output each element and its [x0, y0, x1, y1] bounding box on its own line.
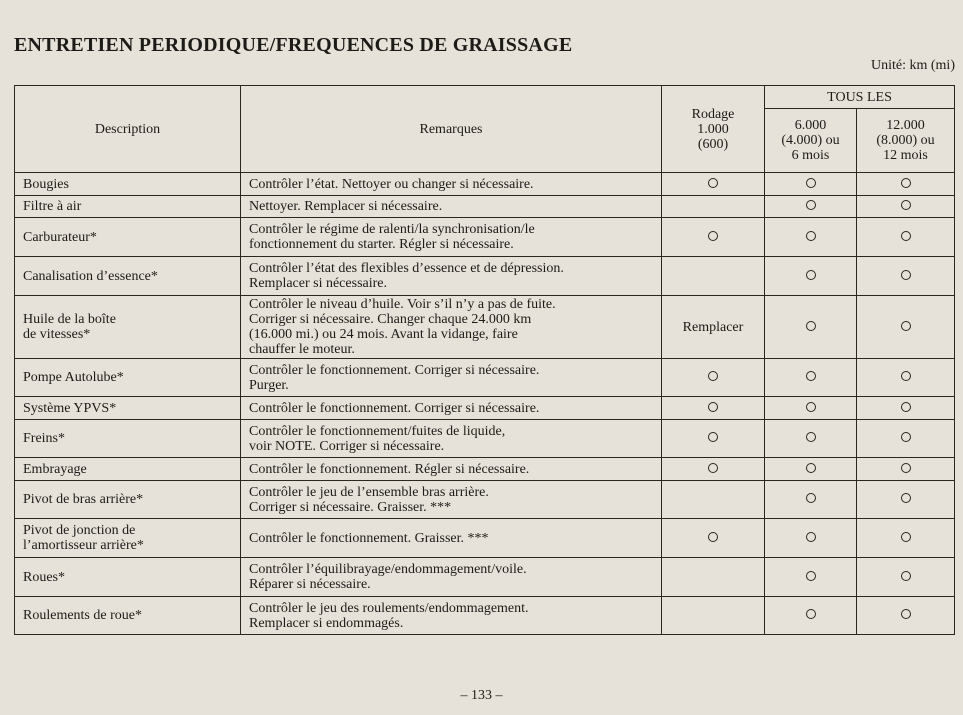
interval-6000-cell	[765, 420, 857, 458]
remark-line: Purger.	[249, 377, 289, 393]
remark-line: Remplacer si endommagés.	[249, 615, 404, 631]
remark-line: voir NOTE. Corriger si nécessaire.	[249, 438, 445, 454]
description-line: Pivot de bras arrière*	[23, 492, 144, 507]
interval-km: 12.000	[886, 118, 925, 133]
interval-6000-cell	[765, 481, 857, 519]
circle-mark-icon	[901, 463, 911, 473]
circle-mark-icon	[901, 178, 911, 188]
rodage-km: 1.000	[697, 121, 729, 137]
description-line: Pompe Autolube*	[23, 370, 124, 385]
interval-months: 12 mois	[883, 148, 928, 163]
row-remarks	[241, 519, 662, 558]
table-row	[15, 597, 955, 635]
interval-mi: (4.000) ou	[781, 133, 840, 148]
row-remarks	[241, 481, 662, 519]
column-header-12000	[857, 109, 955, 173]
table-body	[15, 173, 955, 635]
circle-mark-icon	[806, 571, 816, 581]
table-row	[15, 173, 955, 196]
circle-mark-icon	[708, 463, 718, 473]
row-description	[15, 558, 241, 597]
row-description	[15, 296, 241, 359]
row-description	[15, 397, 241, 420]
circle-mark-icon	[806, 432, 816, 442]
row-remarks	[241, 196, 662, 218]
table-row	[15, 257, 955, 296]
remark-line: Contrôler le fonctionnement. Corriger si nécessaire.	[249, 362, 540, 378]
circle-mark-icon	[806, 532, 816, 542]
circle-mark-icon	[806, 402, 816, 412]
row-remarks	[241, 597, 662, 635]
interval-12000-cell	[857, 196, 955, 218]
column-header-description: Description	[15, 86, 241, 173]
row-description	[15, 458, 241, 481]
table-row	[15, 481, 955, 519]
table-row	[15, 359, 955, 397]
circle-mark-icon	[901, 432, 911, 442]
interval-km: 6.000	[794, 118, 827, 133]
circle-mark-icon	[708, 231, 718, 241]
column-header-tous-les: TOUS LES	[765, 86, 955, 109]
interval-6000-cell	[765, 458, 857, 481]
table-row	[15, 397, 955, 420]
page-number: – 133 –	[460, 688, 503, 703]
row-description	[15, 420, 241, 458]
rodage-cell	[662, 458, 765, 481]
description-line: Pivot de jonction de	[23, 523, 136, 538]
description-line: Canalisation d’essence*	[23, 268, 158, 284]
description-line: Roulements de roue*	[23, 608, 142, 623]
rodage-cell	[662, 397, 765, 420]
row-remarks	[241, 458, 662, 481]
page-title: ENTRETIEN PERIODIQUE/FREQUENCES DE GRAISSAGE	[14, 34, 573, 56]
remark-line: (16.000 mi.) ou 24 mois. Avant la vidange, faire	[249, 327, 518, 342]
interval-6000-cell	[765, 218, 857, 257]
circle-mark-icon	[901, 231, 911, 241]
circle-mark-icon	[901, 200, 911, 210]
remark-line: Réparer si nécessaire.	[249, 577, 371, 592]
column-header-rodage	[662, 86, 765, 173]
rodage-cell	[662, 359, 765, 397]
row-remarks	[241, 558, 662, 597]
row-remarks	[241, 296, 662, 359]
unit-label: Unité: km (mi)	[871, 58, 955, 73]
column-header-remarques: Remarques	[241, 86, 662, 173]
circle-mark-icon	[901, 609, 911, 619]
rodage-cell	[662, 257, 765, 296]
interval-12000-cell	[857, 597, 955, 635]
rodage-cell	[662, 597, 765, 635]
circle-mark-icon	[806, 270, 816, 280]
row-description	[15, 481, 241, 519]
interval-6000-cell	[765, 257, 857, 296]
circle-mark-icon	[806, 200, 816, 210]
remark-line: Contrôler le fonctionnement. Graisser. ***	[249, 530, 489, 546]
row-description	[15, 359, 241, 397]
circle-mark-icon	[708, 371, 718, 381]
row-remarks	[241, 420, 662, 458]
table-row	[15, 519, 955, 558]
rodage-cell	[662, 196, 765, 218]
rodage-cell	[662, 420, 765, 458]
circle-mark-icon	[806, 371, 816, 381]
remark-line: Contrôler le fonctionnement. Corriger si nécessaire.	[249, 400, 540, 416]
interval-12000-cell	[857, 519, 955, 558]
table-row	[15, 296, 955, 359]
row-remarks	[241, 257, 662, 296]
table-row	[15, 196, 955, 218]
circle-mark-icon	[806, 178, 816, 188]
interval-6000-cell	[765, 359, 857, 397]
remark-line: chauffer le moteur.	[249, 342, 355, 357]
interval-6000-cell	[765, 173, 857, 196]
circle-mark-icon	[901, 532, 911, 542]
description-line: Système YPVS*	[23, 400, 117, 416]
description-line: l’amortisseur arrière*	[23, 538, 144, 553]
remark-line: Corriger si nécessaire. Graisser. ***	[249, 499, 452, 515]
description-line: Carburateur*	[23, 229, 97, 245]
rodage-cell	[662, 218, 765, 257]
remark-line: Contrôler l’état. Nettoyer ou changer si nécessaire.	[249, 176, 534, 192]
circle-mark-icon	[806, 609, 816, 619]
interval-6000-cell	[765, 196, 857, 218]
remark-line: Contrôler l’équilibrayage/endommagement/voile.	[249, 562, 527, 577]
remark-line: Contrôler le niveau d’huile. Voir s’il n’y a pas de fuite.	[249, 297, 556, 312]
circle-mark-icon	[708, 432, 718, 442]
interval-6000-cell	[765, 519, 857, 558]
interval-6000-cell	[765, 397, 857, 420]
row-description	[15, 196, 241, 218]
interval-6000-cell	[765, 296, 857, 359]
rodage-mi: (600)	[697, 136, 729, 152]
rodage-cell	[662, 296, 765, 359]
row-remarks	[241, 173, 662, 196]
interval-12000-cell	[857, 397, 955, 420]
circle-mark-icon	[806, 493, 816, 503]
circle-mark-icon	[901, 371, 911, 381]
interval-12000-cell	[857, 218, 955, 257]
description-line: de vitesses*	[23, 327, 91, 342]
circle-mark-icon	[901, 270, 911, 280]
circle-mark-icon	[901, 493, 911, 503]
remark-line: Corriger si nécessaire. Changer chaque 24.000 km	[249, 312, 532, 327]
table-row	[15, 218, 955, 257]
remark-line: Nettoyer. Remplacer si nécessaire.	[249, 199, 443, 214]
interval-12000-cell	[857, 420, 955, 458]
description-line: Freins*	[23, 431, 65, 446]
table-row	[15, 420, 955, 458]
remark-line: Remplacer si nécessaire.	[249, 276, 387, 291]
interval-6000-cell	[765, 558, 857, 597]
remark-line: Contrôler le fonctionnement. Régler si nécessaire.	[249, 461, 530, 477]
interval-months: 6 mois	[791, 148, 830, 163]
remark-line: Contrôler l’état des flexibles d’essence et de dépression.	[249, 261, 564, 276]
circle-mark-icon	[708, 178, 718, 188]
interval-12000-cell	[857, 481, 955, 519]
remark-line: fonctionnement du starter. Régler si nécessaire.	[249, 237, 514, 252]
circle-mark-icon	[708, 402, 718, 412]
row-remarks	[241, 359, 662, 397]
circle-mark-icon	[806, 231, 816, 241]
row-remarks	[241, 397, 662, 420]
circle-mark-icon	[901, 321, 911, 331]
interval-12000-cell	[857, 558, 955, 597]
interval-12000-cell	[857, 359, 955, 397]
rodage-cell	[662, 519, 765, 558]
column-header-6000	[765, 109, 857, 173]
interval-6000-cell	[765, 597, 857, 635]
cell-text: Remplacer	[682, 319, 744, 335]
remark-line: Contrôler le jeu de l’ensemble bras arrière.	[249, 484, 489, 500]
circle-mark-icon	[901, 571, 911, 581]
table-row	[15, 458, 955, 481]
remark-line: Contrôler le régime de ralenti/la synchronisation/le	[249, 222, 535, 237]
interval-12000-cell	[857, 296, 955, 359]
rodage-cell	[662, 558, 765, 597]
interval-12000-cell	[857, 257, 955, 296]
table-row	[15, 558, 955, 597]
rodage-cell	[662, 173, 765, 196]
row-description	[15, 218, 241, 257]
circle-mark-icon	[708, 532, 718, 542]
row-description	[15, 597, 241, 635]
row-description	[15, 519, 241, 558]
remark-line: Contrôler le fonctionnement/fuites de liquide,	[249, 423, 506, 439]
description-line: Huile de la boîte	[23, 312, 116, 327]
description-line: Bougies	[23, 176, 69, 192]
circle-mark-icon	[806, 321, 816, 331]
rodage-cell	[662, 481, 765, 519]
description-line: Filtre à air	[23, 199, 82, 214]
description-line: Embrayage	[23, 461, 87, 477]
description-line: Roues*	[23, 569, 65, 585]
interval-mi: (8.000) ou	[876, 133, 935, 148]
interval-12000-cell	[857, 173, 955, 196]
row-description	[15, 173, 241, 196]
rodage-label: Rodage	[691, 106, 735, 122]
circle-mark-icon	[806, 463, 816, 473]
row-description	[15, 257, 241, 296]
remark-line: Contrôler le jeu des roulements/endommagement.	[249, 600, 529, 616]
interval-12000-cell	[857, 458, 955, 481]
row-remarks	[241, 218, 662, 257]
circle-mark-icon	[901, 402, 911, 412]
maintenance-table	[14, 85, 955, 635]
